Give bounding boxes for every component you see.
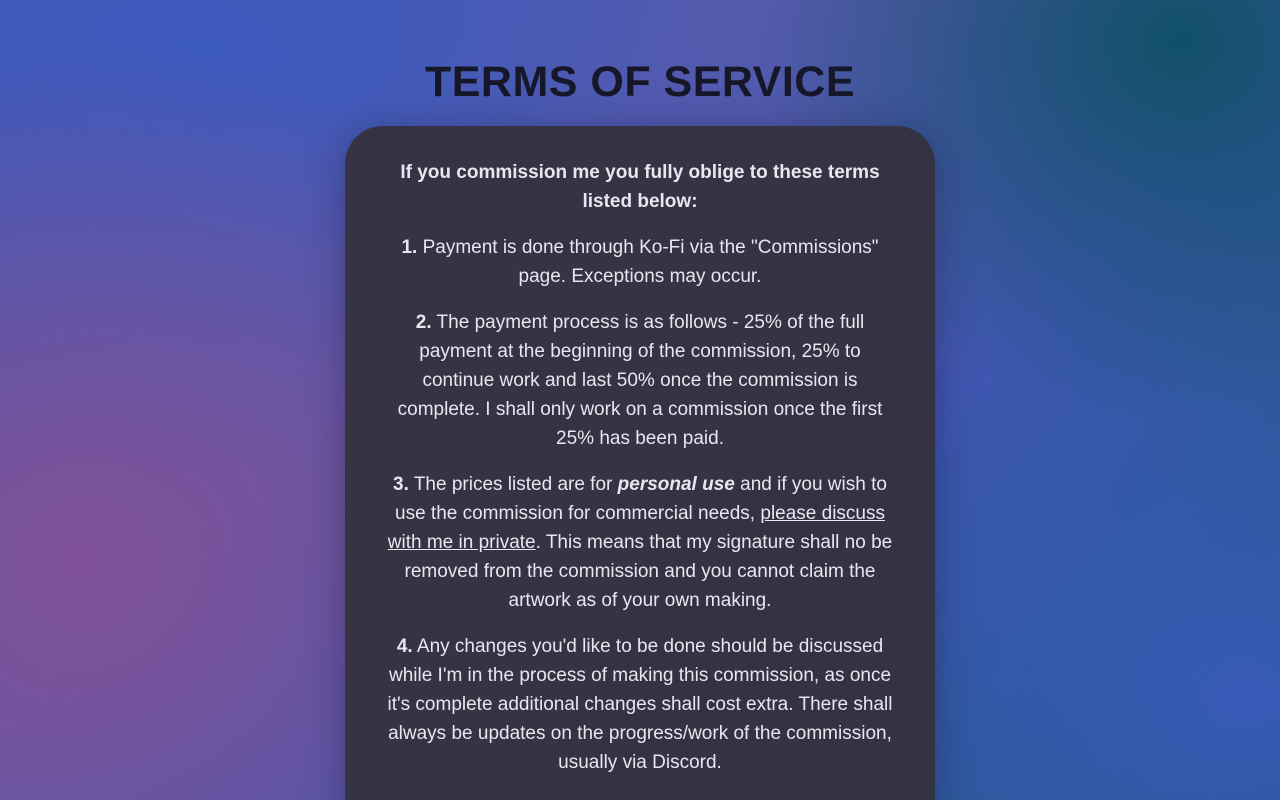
term-number: 1. [401, 237, 418, 258]
term-text: . This means that my signature shall no be removed from the commission and you cannot claim the artwork as of your own making. [404, 532, 893, 611]
terms-card [345, 126, 935, 800]
term-text: The prices listed are for [408, 474, 618, 495]
terms-intro: If you commission me you fully oblige to these terms listed below: [400, 162, 880, 212]
term-number: 3. [393, 474, 409, 495]
term-text: Any changes you'd like to be done should be discussed while I'm in the process of making this commission, as once it's complete additional changes shall cost extra. There shall always be updates on the progress/work of the commission, usually via Discord. [387, 636, 893, 773]
term-text: The payment process is as follows - 25% of the full payment at the beginning of the commission, 25% to continue work and last 50% once the commission is complete. I shall only work on a commission once the first 25% has been paid. [397, 312, 883, 449]
discuss-in-private-link[interactable]: please discuss with me in private [387, 503, 885, 553]
term-item-3 [381, 470, 899, 615]
term-item-1 [381, 233, 899, 291]
term-number: 2. [415, 312, 432, 333]
term-text: and if you wish to use the commission for commercial needs, [395, 474, 887, 524]
term-item-2 [381, 308, 899, 453]
term-emphasis: personal use [617, 474, 735, 495]
term-item-4 [381, 632, 899, 777]
term-text: Payment is done through Ko-Fi via the "Commissions" page. Exceptions may occur. [417, 237, 879, 287]
term-number: 4. [396, 636, 413, 657]
page-title: TERMS OF SERVICE [424, 58, 856, 106]
